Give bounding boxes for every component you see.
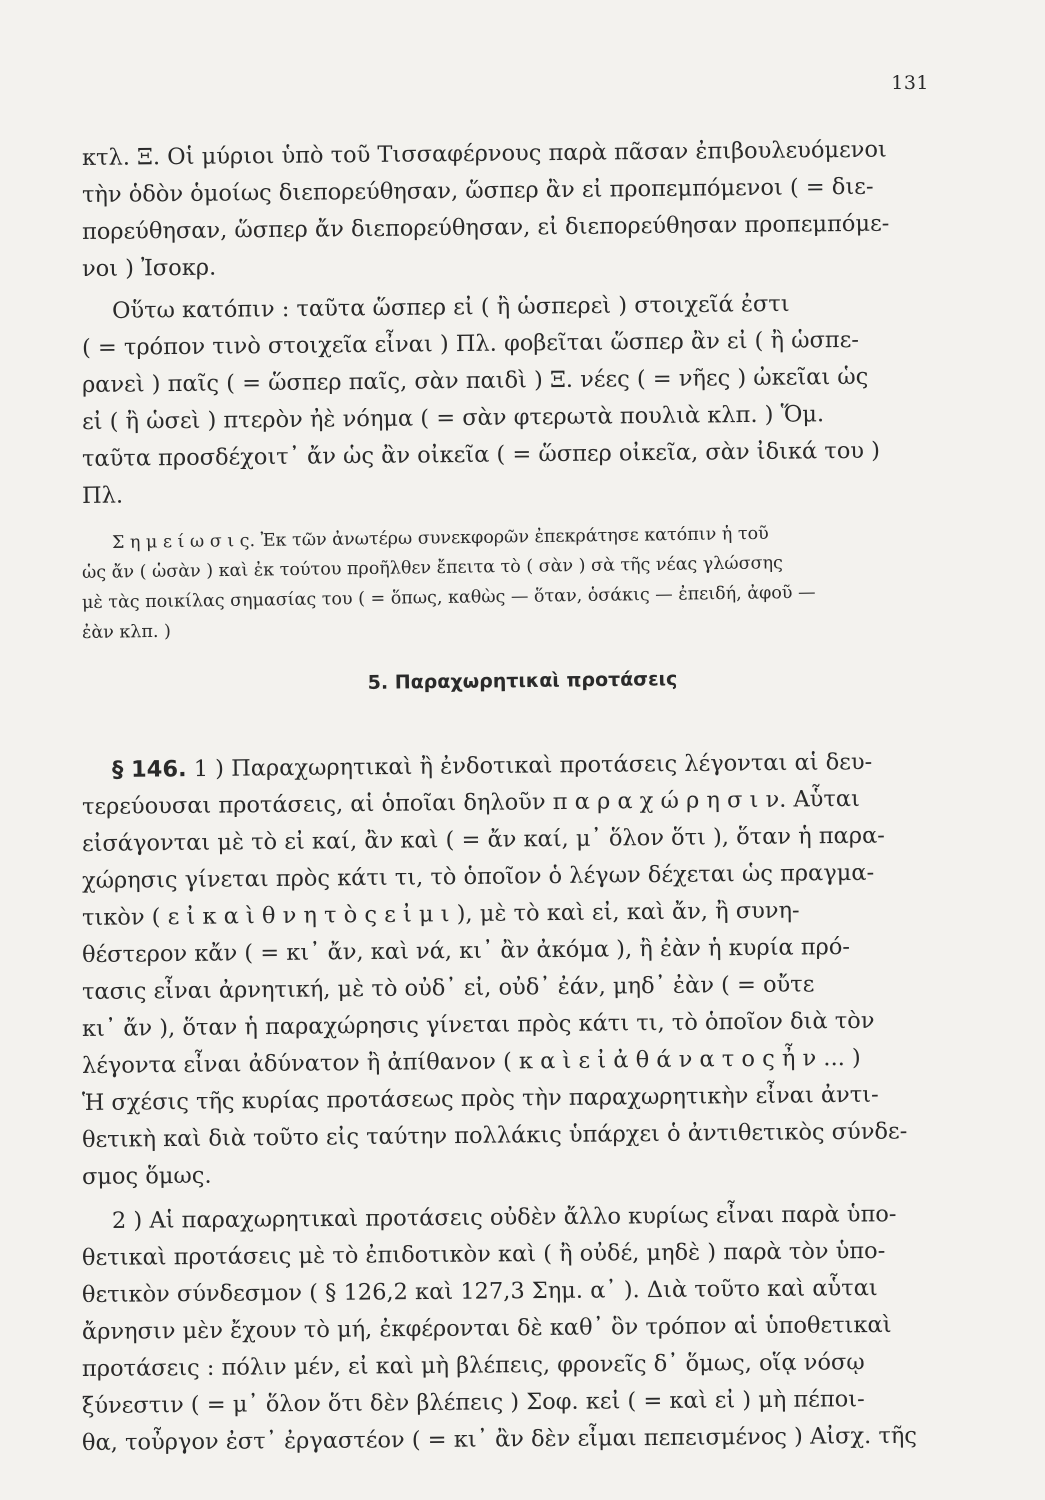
text-line: εἰ ( ἢ ὡσεὶ ) πτερὸν ἠὲ νόημα ( = σὰν φτερωτὰ πουλιὰ κλπ. ) Ὅμ.: [81, 401, 825, 435]
note-line: μὲ τὰς ποικίλας σημασίας του ( = ὅπως, καθὼς — ὅταν, ὁσάκις — ἐπειδή, ἀφοῦ —: [81, 582, 816, 613]
note-line: ὡς ἄν ( ὡσὰν ) καὶ ἐκ τούτου προῆλθεν ἔπειτα τὸ ( σὰν ) σὰ τῆς νέας γλώσσης: [81, 553, 783, 583]
text-line: θετικὴ καὶ διὰ τοῦτο εἰς ταύτην πολλάκις ὑπάρχει ὁ ἀντιθετικὸς σύνδε-: [81, 1118, 908, 1153]
section-heading: 5. Παραχωρητικαὶ προτάσεις: [367, 668, 678, 694]
page-number: 131: [891, 72, 929, 94]
text-line: ρανεὶ ) παῖς ( = ὥσπερ παῖς, σὰν παιδὶ ) Ξ. νέες ( = νῆες ) ὠκεῖαι ὡς: [81, 363, 869, 398]
text-line: θετικὸν σύνδεσμον ( § 126,2 καὶ 127,3 Σημ. α᾽ ). Διὰ τοῦτο καὶ αὗται: [81, 1275, 878, 1308]
section-number: § 146.: [111, 756, 187, 783]
text-line: Πλ.: [81, 482, 124, 509]
text-line: εἰσάγονται μὲ τὸ εἰ καί, ἂν καὶ ( = ἄν καί, μ᾽ ὅλον ὅτι ), ὅταν ἡ παρα-: [81, 822, 885, 857]
text-line: 2 ) Αἱ παραχωρητικαὶ προτάσεις οὐδὲν ἄλλο κυρίως εἶναι παρὰ ὑπο-: [111, 1201, 897, 1234]
text-line: ἄρνησιν μὲν ἔχουν τὸ μή, ἐκφέρονται δὲ καθ᾽ ὃν τρόπον αἱ ὑποθετικαὶ: [81, 1311, 892, 1345]
text-line: τασις εἶναι ἀρνητική, μὲ τὸ οὐδ᾽ εἰ, οὐδ᾽ ἐάν, μηδ᾽ ἐὰν ( = οὔτε: [81, 971, 815, 1005]
note-line: Σ η μ ε ί ω σ ι ς. Ἐκ τῶν ἀνωτέρω συνεκφορῶν ἐπεκράτησε κατόπιν ἡ τοῦ: [111, 523, 769, 553]
note-line: ἐὰν κλπ. ): [81, 621, 172, 643]
text-line: προτάσεις : πόλιν μέν, εἰ καὶ μὴ βλέπεις, φρονεῖς δ᾽ ὅμως, οἵᾳ νόσῳ: [81, 1349, 865, 1382]
text-line: ξύνεστιν ( = μ᾽ ὅλον ὅτι δὲν βλέπεις ) Σοφ. κεἰ ( = καὶ εἰ ) μὴ πέποι-: [81, 1386, 865, 1419]
text-line: κτλ. Ξ. Οἱ μύριοι ὑπὸ τοῦ Τισσαφέρνους παρὰ πᾶσαν ἐπιβουλευόμενοι: [81, 136, 887, 171]
text-line: θέστερον κἄν ( = κι᾽ ἄν, καὶ νά, κι᾽ ἂν ἀκόμα ), ἢ ἐὰν ἡ κυρία πρό-: [81, 933, 851, 968]
text-line: τικὸν ( ε ἰ κ α ὶ θ ν η τ ὸ ς ε ἰ μ ι ), μὲ τὸ καὶ εἰ, καὶ ἄν, ἢ συνη-: [81, 897, 800, 931]
text-line: κι᾽ ἄν ), ὅταν ἡ παραχώρησις γίνεται πρὸς κάτι τι, τὸ ὁποῖον διὰ τὸν: [81, 1007, 875, 1042]
text-line: χώρησις γίνεται πρὸς κάτι τι, τὸ ὁποῖον ὁ λέγων δέχεται ὡς πραγμα-: [81, 859, 875, 894]
text-line: ταῦτα προσδέχοιτ᾽ ἄν ὡς ἂν οἰκεῖα ( = ὥσπερ οἰκεῖα, σὰν ἰδικά του ): [81, 437, 881, 472]
text-line: ( = τρόπον τινὸ στοιχεῖα εἶναι ) Πλ. φοβεῖται ὥσπερ ἂν εἰ ( ἢ ὡσπε-: [81, 326, 860, 361]
text-span: 1 ) Παραχωρητικαὶ ἢ ἐνδοτικαὶ προτάσεις λέγονται αἱ δευ-: [193, 749, 873, 783]
text-line: νοι ) Ἰσοκρ.: [81, 254, 217, 282]
text-line: θετικαὶ προτάσεις μὲ τὸ ἐπιδοτικὸν καὶ ( ἢ οὐδέ, μηδὲ ) παρὰ τὸν ὑπο-: [81, 1237, 886, 1271]
text-line: Ἡ σχέσις τῆς κυρίας προτάσεως πρὸς τὴν παραχωρητικὴν εἶναι ἀντι-: [81, 1081, 879, 1116]
text-line: πορεύθησαν, ὥσπερ ἄν διεπορεύθησαν, εἰ διεπορεύθησαν προπεμπόμε-: [81, 210, 890, 245]
text-line: σμος ὅμως.: [81, 1162, 212, 1190]
text-line: τὴν ὁδὸν ὁμοίως διεπορεύθησαν, ὥσπερ ἂν εἰ προπεμπόμενοι ( = διε-: [81, 173, 874, 208]
text-line: Οὕτω κατόπιν : ταῦτα ὥσπερ εἰ ( ἢ ὡσπερεὶ ) στοιχεῖά ἐστι: [111, 290, 790, 324]
text-line: θα, τοὖργον ἐστ᾽ ἐργαστέον ( = κι᾽ ἂν δὲν εἶμαι πεπεισμένος ) Αἰσχ. τῆς: [81, 1422, 918, 1456]
text-line: λέγοντα εἶναι ἀδύνατον ἢ ἀπίθανον ( κ α ὶ ε ἰ ἀ θ ά ν α τ ο ς ἦ ν ... ): [81, 1044, 861, 1079]
text-line: τερεύουσαι προτάσεις, αἱ ὁποῖαι δηλοῦν π α ρ α χ ώ ρ η σ ι ν. Αὗται: [81, 785, 861, 820]
